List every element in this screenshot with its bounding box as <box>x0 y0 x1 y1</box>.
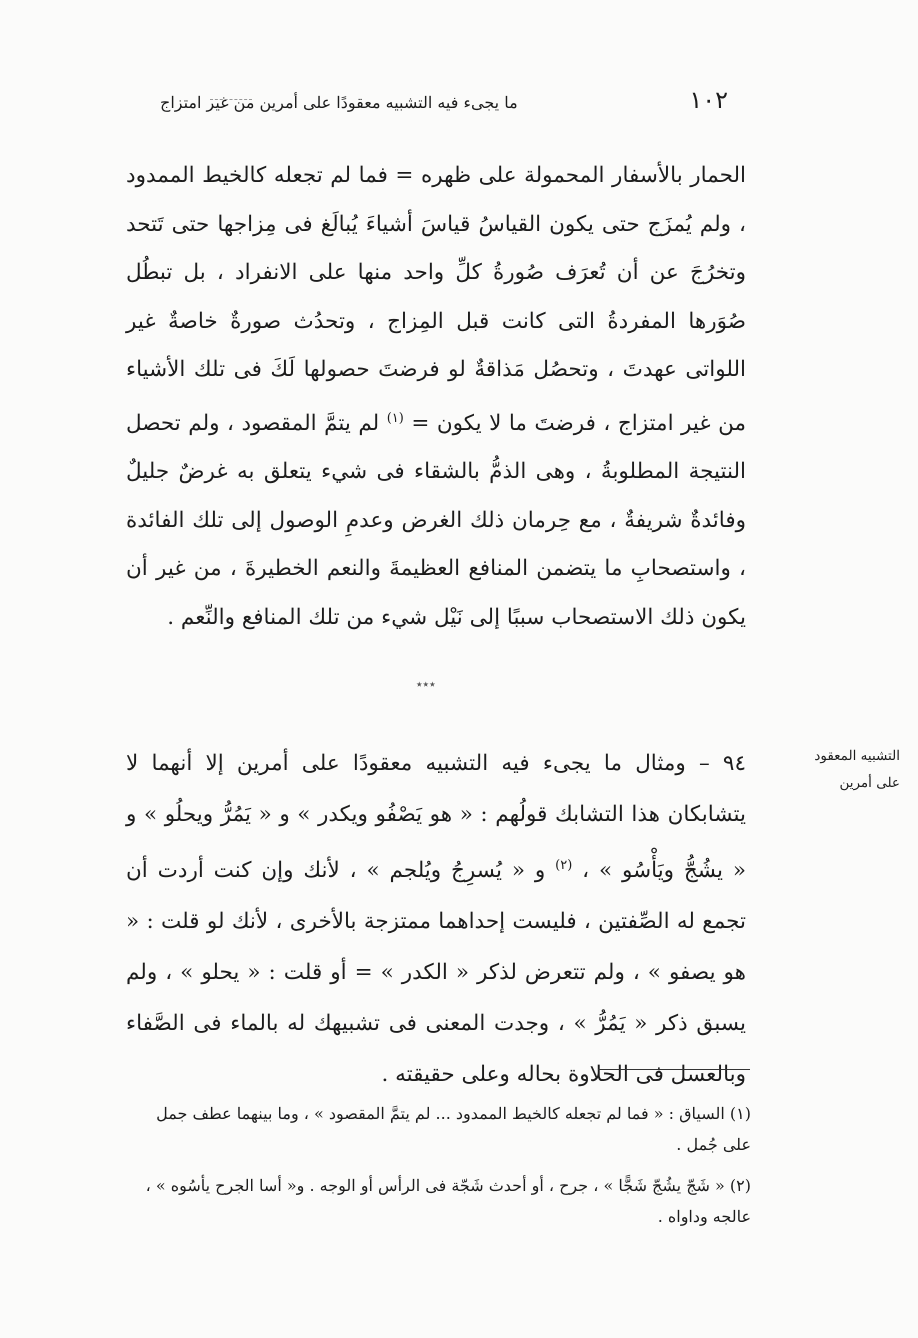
footnote-ref-1[interactable]: (١) <box>386 410 404 426</box>
paragraph-2-text-b: و « يُسرِجُ ويُلجم » ، لأنك وإن كنت أردت أن تجمع له الصِّفتين ، فليست إحداهما ممتزجة بالأخرى ، لأنك لو قلت : « هو يصفو » ، ولم تتعرض لذكر « الكدر » = أو قلت : « يحلو » ، ولم يسبق ذكر « يَمُرُّ » ، وجدت المعنى فى تشبيهك له بالماء فى الصَّفاء وبالعسل فى الحلاوة بحاله وعلى حقيقته . <box>126 858 746 1088</box>
footnote-2 <box>126 1170 751 1232</box>
running-header <box>160 86 728 116</box>
running-title: ما يجىء فيه التشبيه معقودًا على أمرين من غير امتزاج <box>160 93 518 112</box>
footnote-2-text: « شَجّ يشُجّ شَجًّا » ، جرح ، أو أحدث شَجّة فى الرأس أو الوجه . و« أسا الجرح يأسُوه » ، عالجه وداواه . <box>145 1176 751 1226</box>
paragraph-1 <box>126 152 746 642</box>
paragraph-2 <box>126 738 746 1100</box>
footnote-1-text: السياق : « فما لم تجعله كالخيط الممدود ... لم يتمَّ المقصود » ، وما بينهما عطف جمل على جُمل . <box>156 1104 751 1154</box>
footnotes <box>126 1098 751 1242</box>
footnote-2-mark: (٢) <box>729 1176 751 1195</box>
section-separator: ٭٭٭ <box>416 677 436 691</box>
margin-note <box>790 743 900 797</box>
margin-note-line-2: على أمرين <box>839 775 900 791</box>
paragraph-1-text-b: لم يتمَّ المقصود ، ولم تحصل النتيجة المطلوبةُ ، وهى الذمُّ بالشقاء فى شيء يتعلق به غرضٌ جليلٌ وفائدةٌ شريفةٌ ، مع حِرمان ذلك الغرض وعدمِ الوصول إلى تلك الفائدة ، واستصحابِ ما يتضمن المنافع العظيمةَ والنعم الخطيرةَ ، من غير أن يكون ذلك الاستصحاب سببًا إلى نَيْل شيء من تلك المنافع والنِّعم . <box>126 410 746 630</box>
footnote-1 <box>126 1098 751 1160</box>
footnote-1-mark: (١) <box>729 1104 751 1123</box>
paragraph-2-text-a: ٩٤ – ومثال ما يجىء فيه التشبيه معقودًا على أمرين إلا أنهما لا يتشابكان هذا التشابك قولُهم : « هو يَصْفُو ويكدر » و « يَمُرُّ ويحلُو » و « يشُجُّ ويَأْسُو » ، <box>126 751 747 884</box>
page-number: ١٠٢ <box>689 86 728 114</box>
paragraph-1-text-a: الحمار بالأسفار المحمولة على ظهره = فما لم تجعله كالخيط الممدود ، ولم يُمزَج حتى يكون القياسُ قياسَ أشياءَ يُبالَغ فى مِزاجها حتى تَتحد وتخرُجَ عن أن تُعرَف صُورةُ كلِّ واحد منها على الانفراد ، بل تبطُل صُوَرها المفردةُ التى كانت قبل المِزاج ، وتحدُث صورةٌ خاصةٌ غير اللواتى عهدتَ ، وتحصُل مَذاقةٌ لو فرضتَ حصولها لَكَ فى تلك الأشياء من غير امتزاج ، فرضتَ ما لا يكون = <box>126 163 746 436</box>
footnote-divider <box>598 1069 750 1070</box>
footnote-ref-2[interactable]: (٢) <box>555 858 573 873</box>
margin-note-line-1: التشبيه المعقود <box>814 748 900 764</box>
header-ornament <box>210 99 252 100</box>
